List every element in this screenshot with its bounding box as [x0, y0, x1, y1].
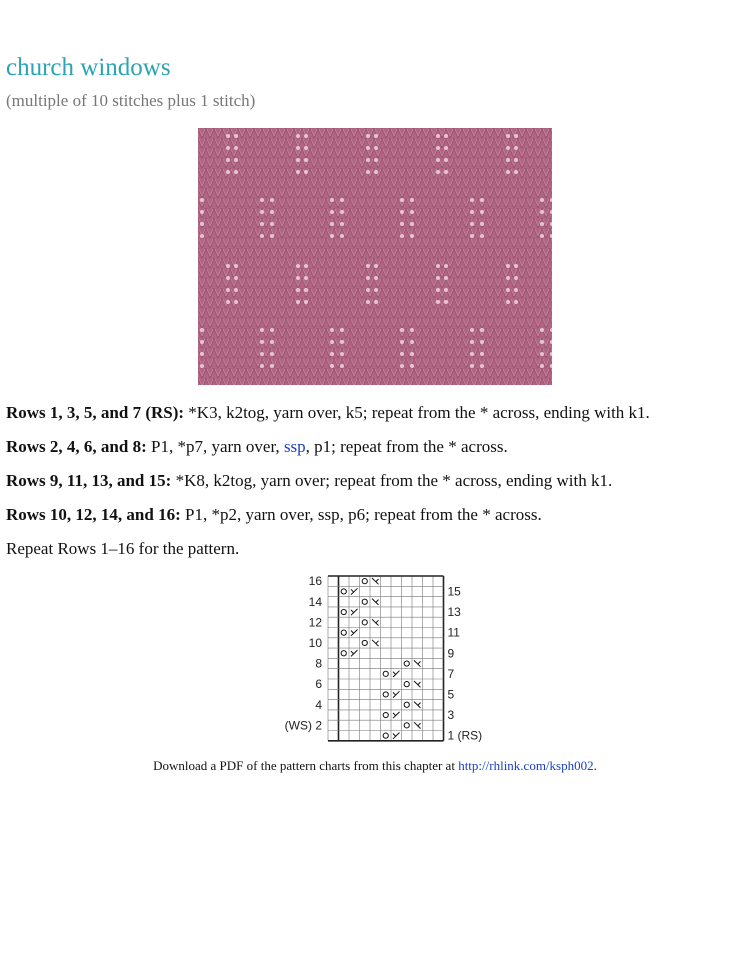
yarn-over-symbol — [362, 640, 367, 645]
k2tog-symbol — [393, 712, 400, 718]
footnote-end: . — [593, 758, 597, 773]
instructions — [6, 402, 746, 572]
k2tog-symbol — [351, 630, 358, 636]
chart-row-label-right: 7 — [447, 666, 455, 681]
row-text: *K8, k2tog, yarn over; repeat from the * across, ending with k1. — [171, 471, 613, 490]
k2tog-symbol — [393, 671, 400, 677]
yarn-over-symbol — [362, 599, 367, 604]
yarn-over-symbol — [341, 609, 346, 614]
yarn-over-symbol — [404, 723, 409, 728]
k2tog-symbol — [351, 609, 358, 615]
page-title: church windows — [6, 54, 171, 81]
chart-row-label-right: 15 — [447, 584, 461, 599]
ssp-symbol — [414, 681, 421, 687]
footnote-text: Download a PDF of the pattern charts from this chapter at — [153, 758, 459, 773]
yarn-over-symbol — [383, 712, 388, 717]
yarn-over-symbol — [383, 692, 388, 697]
instruction-row-1 — [6, 402, 746, 424]
k2tog-symbol — [351, 588, 358, 594]
chart-row-label-right: 3 — [447, 708, 455, 723]
chart-row-label-left: 6 — [315, 677, 322, 692]
yarn-over-symbol — [362, 620, 367, 625]
row-text: P1, *p2, yarn over, ssp, p6; repeat from the * across. — [180, 505, 542, 524]
row-label: Rows 1, 3, 5, and 7 (RS): — [6, 403, 185, 422]
chart-grid — [276, 570, 483, 748]
instruction-row-4 — [6, 504, 746, 526]
yarn-over-symbol — [362, 579, 367, 584]
page-subtitle: (multiple of 10 stitches plus 1 stitch) — [6, 91, 256, 110]
chart-row-label-right: 9 — [447, 646, 455, 661]
row-text: P1, *p7, yarn over, — [146, 437, 284, 456]
chart-row-label-left: 12 — [308, 615, 322, 630]
yarn-over-symbol — [341, 589, 346, 594]
yarn-over-symbol — [341, 651, 346, 656]
row-label: Rows 10, 12, 14, and 16: — [6, 505, 181, 524]
k2tog-symbol — [393, 691, 400, 697]
yarn-over-symbol — [404, 682, 409, 687]
chart-row-label-right: 11 — [447, 625, 460, 640]
knit-swatch-photo — [198, 128, 552, 385]
yarn-over-symbol — [383, 671, 388, 676]
yarn-over-symbol — [383, 733, 388, 738]
chart-row-label-left: 8 — [315, 656, 322, 671]
yarn-over-symbol — [404, 661, 409, 666]
instruction-row-2 — [6, 436, 746, 458]
repeat-note: Repeat Rows 1–16 for the pattern. — [6, 539, 240, 558]
ssp-symbol — [372, 599, 379, 605]
row-text-end: , p1; repeat from the * across. — [305, 437, 508, 456]
chart-row-label-left: 4 — [315, 697, 322, 712]
ssp-symbol — [372, 640, 379, 646]
ssp-link[interactable]: ssp — [283, 437, 306, 456]
row-label: Rows 2, 4, 6, and 8: — [6, 437, 147, 456]
k2tog-symbol — [351, 650, 358, 656]
chart-row-label-left: 10 — [308, 635, 322, 650]
row-text: *K3, k2tog, yarn over, k5; repeat from the * across, ending with k1. — [184, 403, 650, 422]
chart-row-label-right: 13 — [447, 605, 461, 620]
ssp-symbol — [414, 660, 421, 666]
instruction-row-3 — [6, 470, 746, 492]
yarn-over-symbol — [404, 702, 409, 707]
chart-row-label-left: 16 — [308, 574, 322, 589]
chart-row-label-left: (WS) 2 — [284, 718, 322, 733]
stitch-chart — [276, 570, 483, 748]
row-label: Rows 9, 11, 13, and 15: — [6, 471, 172, 490]
swatch-image — [198, 128, 552, 385]
chart-row-label-left: 14 — [308, 594, 322, 609]
chart-row-label-right: 5 — [447, 687, 455, 702]
ssp-symbol — [372, 619, 379, 625]
ssp-symbol — [414, 722, 421, 728]
ssp-symbol — [414, 702, 421, 708]
pdf-download-link[interactable]: http://rhlink.com/ksph002 — [458, 758, 594, 773]
chart-row-label-right: 1 (RS) — [447, 728, 483, 743]
ssp-symbol — [372, 578, 379, 584]
footnote — [0, 758, 750, 774]
yarn-over-symbol — [341, 630, 346, 635]
k2tog-symbol — [393, 733, 400, 739]
